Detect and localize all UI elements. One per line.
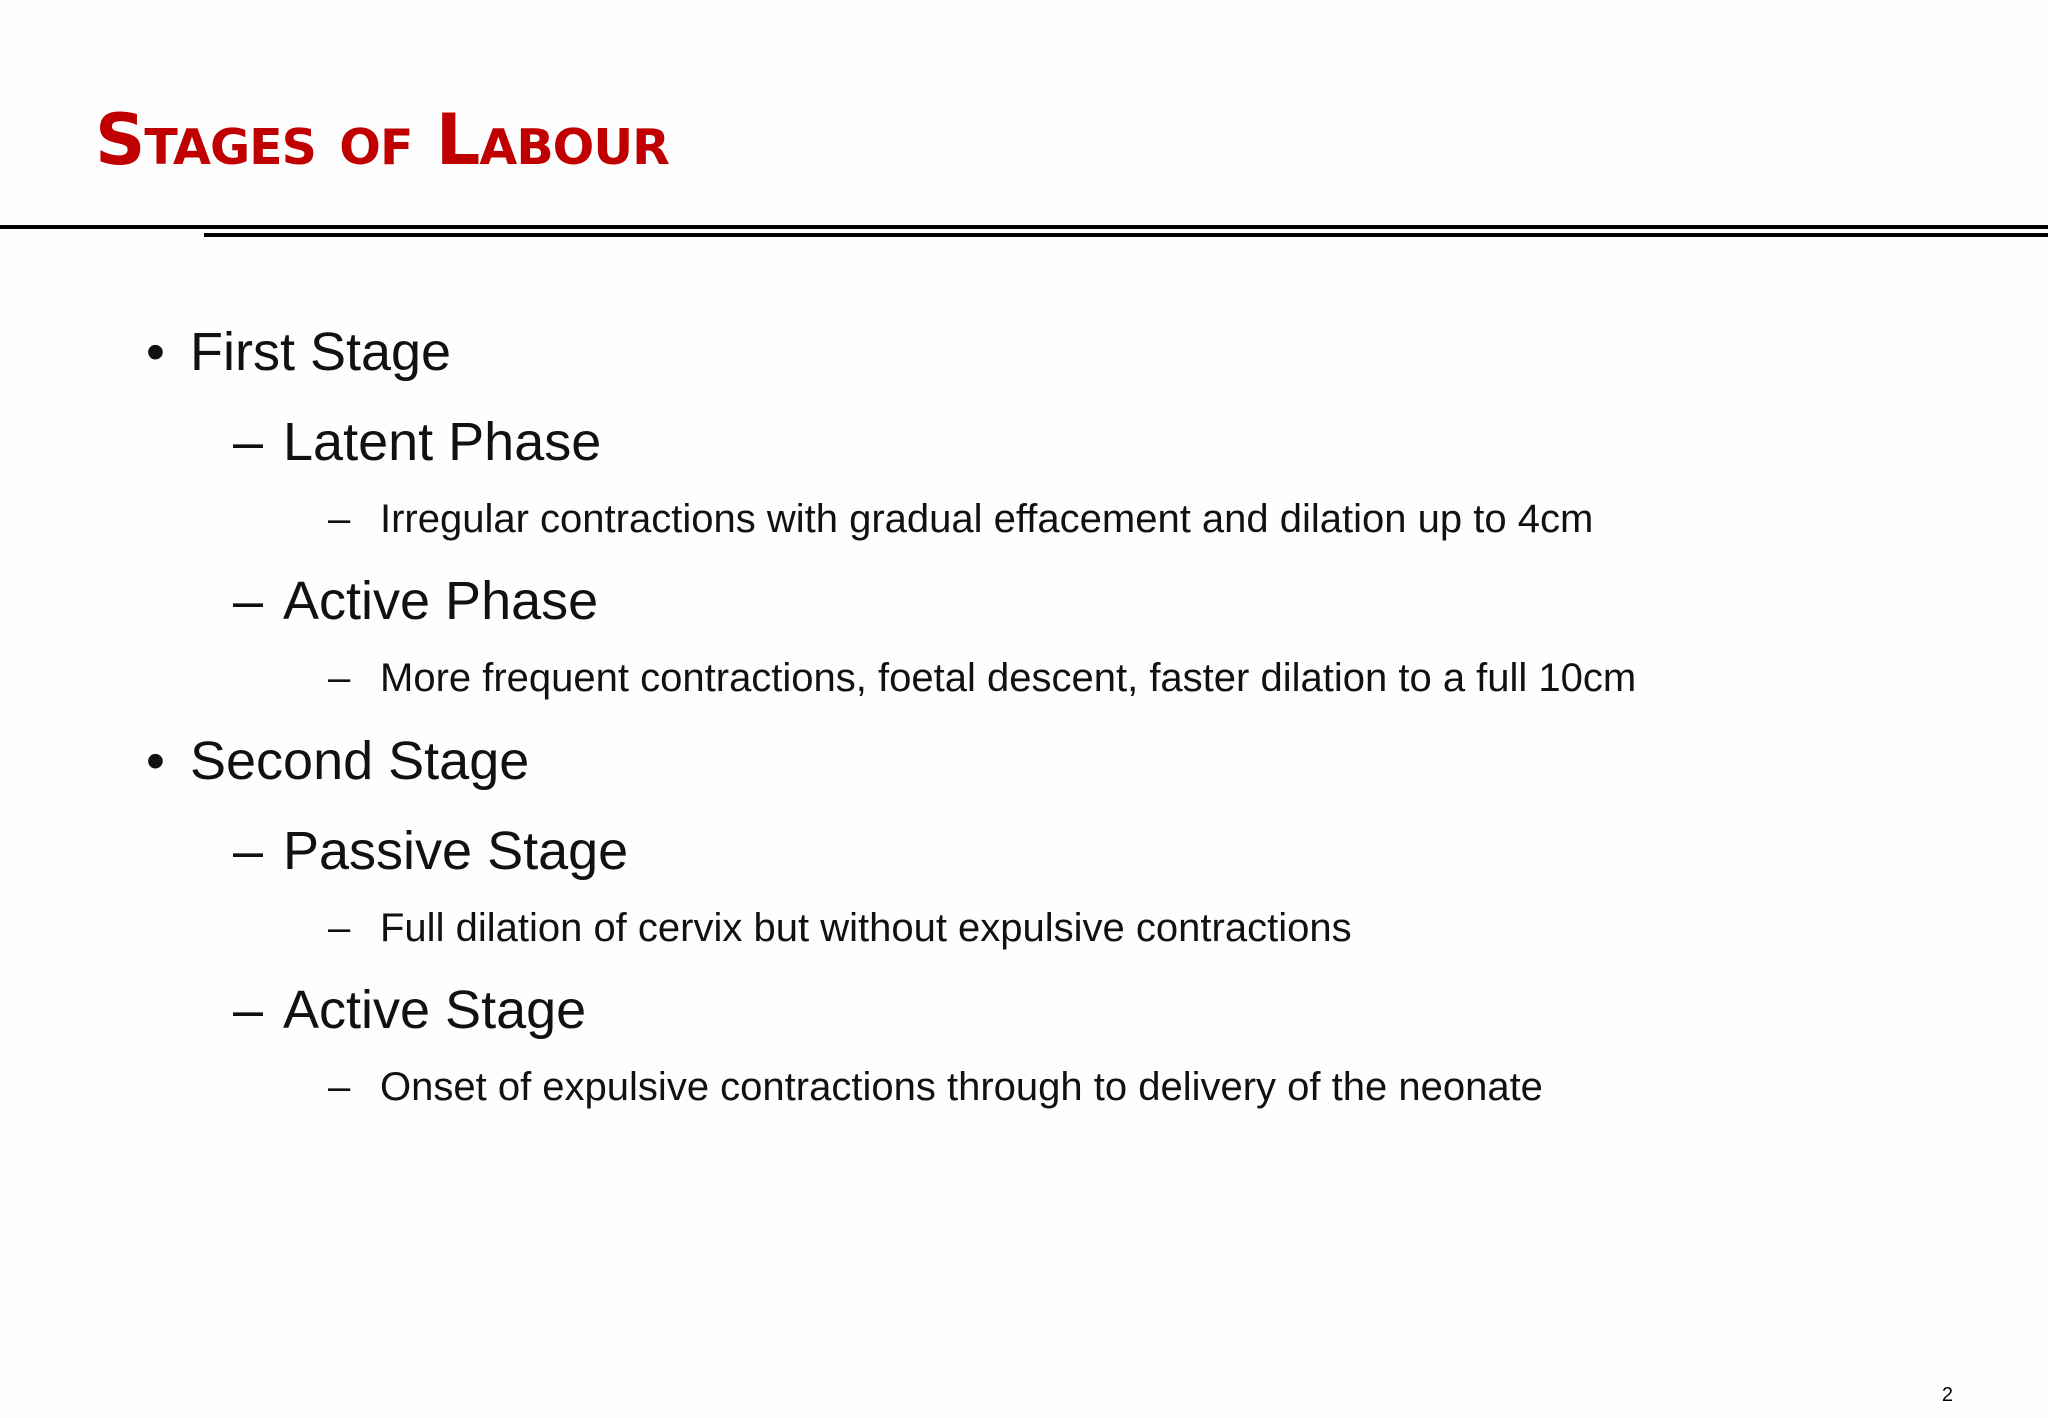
bullet-text: Onset of expulsive contractions through to delivery of the neonate xyxy=(380,1065,1543,1109)
page-number: 2 xyxy=(1941,1384,1953,1406)
bullet-text: Irregular contractions with gradual effacement and dilation up to 4cm xyxy=(380,497,1594,541)
bullet-marker: • xyxy=(146,731,165,791)
detail-passive-stage xyxy=(328,908,1352,948)
bullet-first-stage xyxy=(146,322,452,382)
subbullet-latent-phase xyxy=(233,412,602,472)
subbullet-active-stage xyxy=(233,980,587,1040)
bullet-text: Active Phase xyxy=(283,571,599,631)
bullet-marker: – xyxy=(328,906,351,950)
detail-active-phase xyxy=(328,658,1636,698)
subbullet-passive-stage xyxy=(233,821,629,881)
bullet-text: Passive Stage xyxy=(283,821,629,881)
subbullet-active-phase xyxy=(233,571,599,631)
bullet-text: More frequent contractions, foetal descent, faster dilation to a full 10cm xyxy=(380,656,1637,700)
bullet-marker: – xyxy=(233,821,264,881)
slide-title: Stages of Labour xyxy=(95,99,669,181)
bullet-marker: – xyxy=(233,571,264,631)
title-divider-bottom xyxy=(204,233,2048,237)
bullet-marker: – xyxy=(328,656,351,700)
bullet-text: Active Stage xyxy=(283,980,587,1040)
bullet-text: Full dilation of cervix but without expulsive contractions xyxy=(380,906,1352,950)
bullet-marker: • xyxy=(146,322,165,382)
bullet-marker: – xyxy=(233,412,264,472)
title-divider-top xyxy=(0,225,2048,229)
detail-active-stage xyxy=(328,1067,1543,1107)
bullet-text: Second Stage xyxy=(190,731,530,791)
bullet-text: First Stage xyxy=(190,322,452,382)
bullet-marker: – xyxy=(328,497,351,541)
bullet-marker: – xyxy=(328,1065,351,1109)
bullet-second-stage xyxy=(146,731,530,791)
bullet-marker: – xyxy=(233,980,264,1040)
bullet-text: Latent Phase xyxy=(283,412,602,472)
detail-latent-phase xyxy=(328,499,1593,539)
